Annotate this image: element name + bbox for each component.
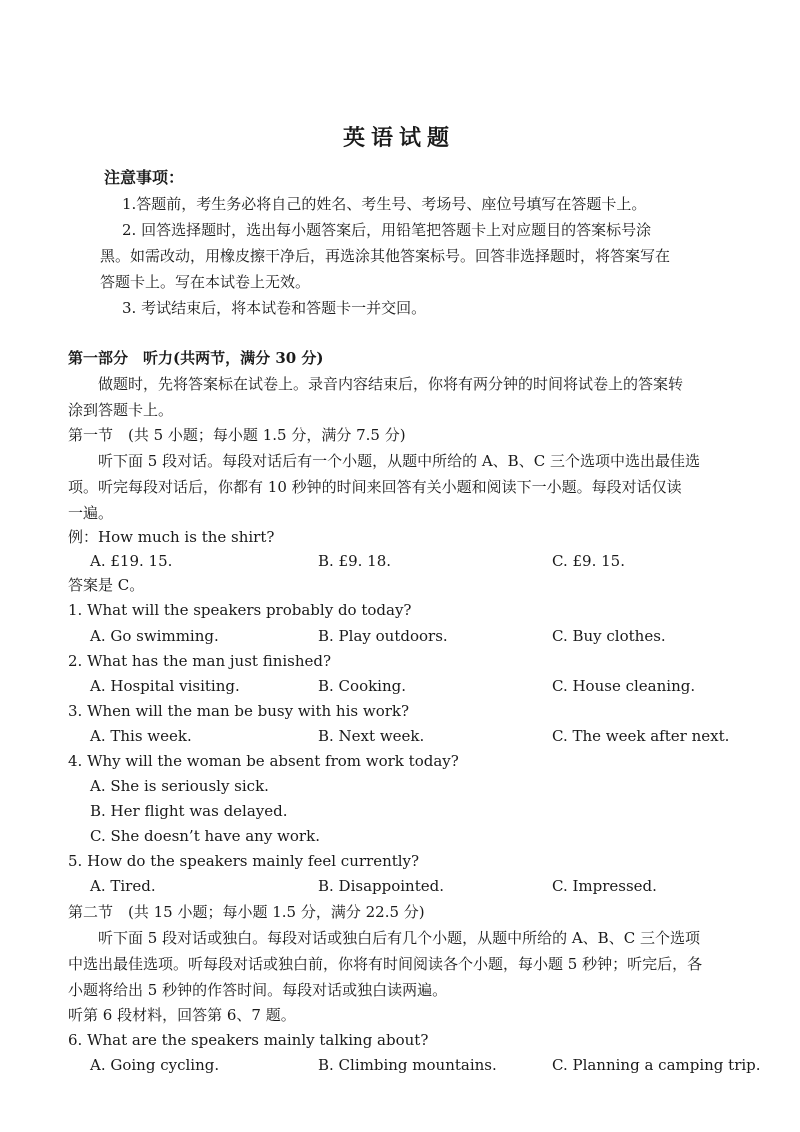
question-3: 3. When will the man be busy with his work? — [68, 702, 410, 720]
notice-line: 2. 回答选择题时，选出每小题答案后，用铅笔把答题卡上对应题目的答案标号涂 — [122, 221, 652, 239]
section1-intro: 听下面 5 段对话。每段对话后有一个小题，从题中所给的 A、B、C 三个选项中选出最佳选 — [98, 452, 700, 470]
question-5-option-a: A. Tired. — [90, 877, 156, 895]
question-1-option-b: B. Play outdoors. — [318, 627, 448, 645]
question-1: 1. What will the speakers probably do today? — [68, 601, 412, 619]
section2-intro: 小题将给出 5 秒钟的作答时间。每段对话或独白读两遍。 — [68, 981, 448, 999]
section1-intro: 一遍。 — [68, 504, 114, 522]
question-4-option-b: B. Her flight was delayed. — [90, 802, 288, 820]
question-2-option-b: B. Cooking. — [318, 677, 407, 695]
question-5: 5. How do the speakers mainly feel currently? — [68, 852, 420, 870]
example-question: 例：How much is the shirt? — [68, 528, 275, 546]
section2-intro: 听下面 5 段对话或独白。每段对话或独白后有几个小题，从题中所给的 A、B、C 三个选项 — [98, 929, 700, 947]
part1-intro: 涂到答题卡上。 — [68, 401, 174, 419]
notice-line: 1.答题前，考生务必将自己的姓名、考生号、考场号、座位号填写在答题卡上。 — [122, 195, 647, 213]
question-1-option-a: A. Go swimming. — [90, 627, 219, 645]
part1-intro: 做题时，先将答案标在试卷上。录音内容结束后，你将有两分钟的时间将试卷上的答案转 — [98, 375, 684, 393]
page-title: 英语试题 — [343, 125, 456, 151]
question-2-option-c: C. House cleaning. — [552, 677, 696, 695]
question-6-option-a: A. Going cycling. — [90, 1056, 220, 1074]
example-option-c: C. £9. 15. — [552, 552, 625, 570]
question-2-option-a: A. Hospital visiting. — [90, 677, 240, 695]
example-option-a: A. £19. 15. — [90, 552, 173, 570]
notice-line: 黑。如需改动，用橡皮擦干净后，再选涂其他答案标号。回答非选择题时，将答案写在 — [100, 247, 671, 265]
question-4-option-c: C. She doesn’t have any work. — [90, 827, 320, 845]
question-4-option-a: A. She is seriously sick. — [90, 777, 269, 795]
question-5-option-b: B. Disappointed. — [318, 877, 444, 895]
question-2: 2. What has the man just finished? — [68, 652, 332, 670]
question-3-option-a: A. This week. — [90, 727, 192, 745]
section2-intro: 中选出最佳选项。听每段对话或独白前，你将有时间阅读各个小题，每小题 5 秒钟；听完后，各 — [68, 955, 703, 973]
question-4: 4. Why will the woman be absent from work today? — [68, 752, 459, 770]
section1-intro: 项。听完每段对话后，你都有 10 秒钟的时间来回答有关小题和阅读下一小题。每段对话仅读 — [68, 478, 682, 496]
notice-line: 答题卡上。写在本试卷上无效。 — [100, 273, 311, 291]
material-instruction: 听第 6 段材料，回答第 6、7 题。 — [68, 1006, 296, 1024]
section1-heading: 第一节 (共 5 小题；每小题 1.5 分，满分 7.5 分) — [68, 426, 406, 444]
example-option-b: B. £9. 18. — [318, 552, 392, 570]
part1-heading: 第一部分 听力(共两节，满分 30 分) — [68, 349, 324, 367]
question-6: 6. What are the speakers mainly talking about? — [68, 1031, 429, 1049]
question-6-option-c: C. Planning a camping trip. — [552, 1056, 761, 1074]
question-5-option-c: C. Impressed. — [552, 877, 657, 895]
question-1-option-c: C. Buy clothes. — [552, 627, 666, 645]
question-3-option-b: B. Next week. — [318, 727, 425, 745]
notice-line: 3. 考试结束后，将本试卷和答题卡一并交回。 — [122, 299, 427, 317]
question-6-option-b: B. Climbing mountains. — [318, 1056, 497, 1074]
example-answer: 答案是 C。 — [68, 576, 145, 594]
question-3-option-c: C. The week after next. — [552, 727, 730, 745]
notice-heading: 注意事项： — [104, 168, 185, 187]
section2-heading: 第二节 (共 15 小题；每小题 1.5 分，满分 22.5 分) — [68, 903, 425, 921]
